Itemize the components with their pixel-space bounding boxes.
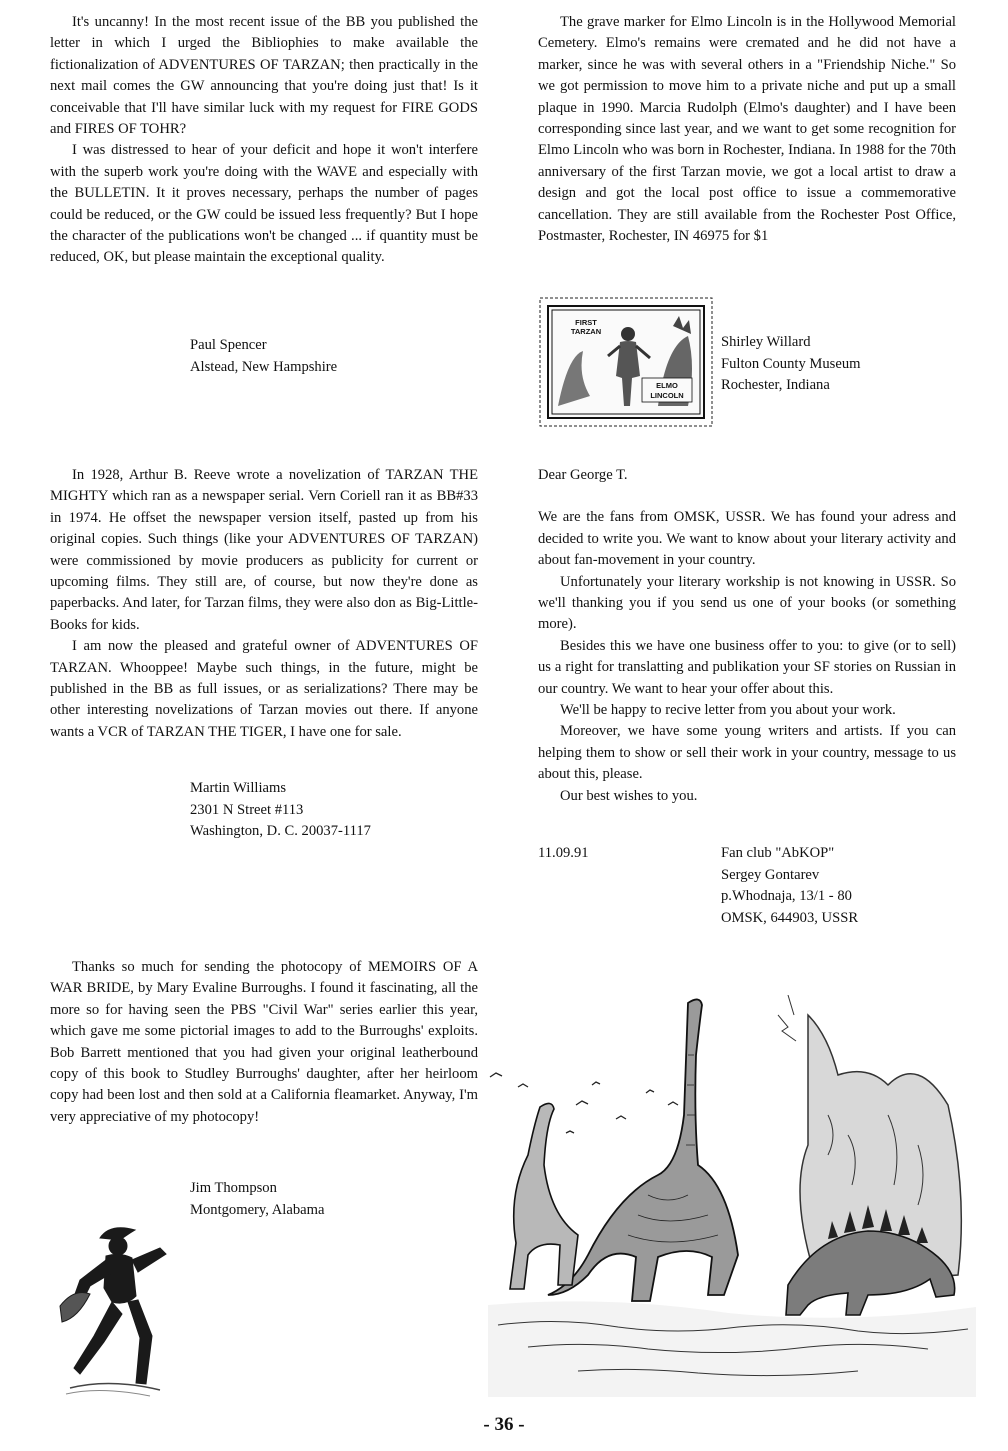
letter-paragraph: We'll be happy to recive letter from you about your work. [560,702,896,719]
signature-city: OMSK, 644903, USSR [721,909,859,926]
commemorative-cancellation-stamp [538,296,714,428]
letter-paragraph: Our best wishes to you. [560,787,698,804]
letter-paragraph: Besides this we have one business offer to you: to give (or to sell) us a right for translatting and publikation your SF stories on Russian in our country. We want to hear your offer about this. [538,637,956,697]
signature-name: Paul Spencer [190,337,267,353]
signature-name: Sergey Gontarev [721,866,820,883]
dinosaur-landscape-illustration [488,995,976,1397]
signature-location: Alstead, New Hampshire [190,358,338,375]
signature-thompson [190,1178,324,1221]
letter-spencer [50,12,478,269]
stamp-bottom-label-2: LINCOLN [650,391,684,400]
signature-address: 2301 N Street #113 [190,801,304,818]
signature-name: Shirley Willard [721,334,811,350]
stamp-top-label-2: TARZAN [570,327,602,336]
signature-location: Rochester, Indiana [721,377,830,394]
letter-paragraph: It's uncanny! In the most recent issue of the BB you published the letter in which I urged the Bibliophies to make available the fictionalization of ADVENTURES OF TARZAN; then practically in the next mail comes the GW announcing that you're doing just that! Is it conceivable that I'll have similar luck with my request for FIRE GODS and FIRES OF TOHR? [50,14,478,138]
stamp-top-label: FIRST [575,318,597,327]
letter-paragraph: We are the fans from OMSK, USSR. We has found your adress and decided to write you. We want to know about your literary activity and about fan-movement in your country. [538,509,956,569]
letter-paragraph: I am now the pleased and grateful owner of ADVENTURES OF TARZAN. Whooppee! Maybe such things, in the future, might be published in the BB as full issues, or as serializations? There may be other interesting novelizations of Tarzan movies out there. If anyone wants a VCR of TARZAN THE TIGER, I have one for sale. [50,638,478,740]
letter-omsk [538,465,956,807]
letter-paragraph: Moreover, we have some young writers and artists. If you can helping them to show or sell their work in your country, message to us about this, please. [538,723,956,783]
page-number: - 36 - [483,1414,525,1435]
tarzan-running-illustration [40,1218,180,1398]
letter-paragraph: I was distressed to hear of your deficit and hope it won't interfere with the superb work you're doing with the WAVE and especially with the BULLETIN. It it proves necessary, perhaps the number of pages could be reduced, or the GW could be issued less frequently? But I hope the character of the publications won't be changed ... if quantity must be reduced, OK, but please maintain the exceptional quality. [50,142,478,266]
signature-omsk [721,843,858,929]
letter-salutation: Dear George T. [538,467,628,483]
signature-org: Fulton County Museum [721,355,861,372]
letter-williams [50,465,478,743]
signature-willard [721,332,860,397]
signature-name: Martin Williams [190,780,287,796]
letter-paragraph: The grave marker for Elmo Lincoln is in the Hollywood Memorial Cemetery. Elmo's remains were cremated and he did not have a marker, since he was with several others in a "Friendship Niche." So we got permission to move him to a private niche and put up a small plaque in 1990. Marcia Rudolph (Elmo's daughter) and I have been corresponding since last year, and we want to get some recognition for Elmo Lincoln who was born in Rochester, Indiana. In 1988 for the 70th anniversary of the first Tarzan movie, we got a local artist to draw a design and got the local post office to issue a commemorative cancellation. They are still available from the Rochester Post Office, Postmaster, Rochester, IN 46975 for $1 [538,14,956,245]
signature-city: Washington, D. C. 20037-1117 [190,823,371,840]
letter-thompson [50,957,478,1128]
letter-date: 11.09.91 [538,845,589,861]
signature-club: Fan club "AbKOP" [721,845,835,861]
signature-location: Montgomery, Alabama [190,1201,325,1218]
signature-spencer [190,335,337,378]
signature-williams [190,778,371,843]
letter-paragraph: Unfortunately your literary workship is not knowing in USSR. So we'll thanking you if you send us one of your books (or something more). [538,573,956,633]
signature-name: Jim Thompson [190,1180,277,1196]
signature-address: p.Whodnaja, 13/1 - 80 [721,888,852,905]
letter-paragraph: In 1928, Arthur B. Reeve wrote a novelization of TARZAN THE MIGHTY which ran as a newspaper serial. Vern Coriell ran it as BB#33 in 1974. He offset the newspaper version itself, pasted up from his original copies. Such things (like your ADVENTURES OF TARZAN) were commissioned by movie producers as publicity for current or upcoming films. They still are, of course, but now they're done as paperbacks. And later, for Tarzan films, they were also don as Big-Little-Books for kids. [50,467,478,633]
stamp-bottom-label: ELMO [656,381,678,390]
letter-willard [538,12,956,247]
letter-paragraph: Thanks so much for sending the photocopy of MEMOIRS OF A WAR BRIDE, by Mary Evaline Burroughs. I found it fascinating, all the more so for having seen the PBS "Civil War" series earlier this year, which gave me some pictorial images to add to the Burroughs' exploits. Bob Barrett mentioned that you had given your original leatherbound copy of this book to Studley Burroughs' daughter, after her heirloom copy had been lost and then sold at a California fleamarket. Anyway, I'm very appreciative of my photocopy! [50,959,478,1125]
